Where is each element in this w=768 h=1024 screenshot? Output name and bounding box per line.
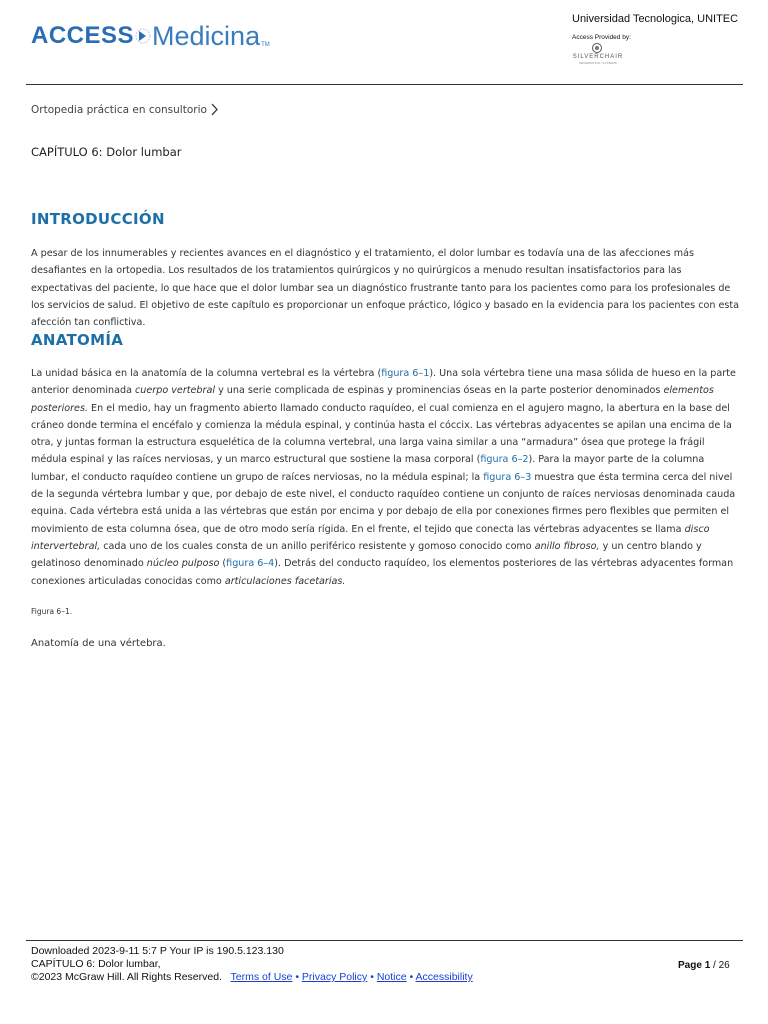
silverchair-logo xyxy=(570,42,626,66)
text-run: y un centro blando y gelatinoso denominado xyxy=(31,540,702,570)
silverchair-tagline: INFORMATION / SYSTEMS xyxy=(579,61,617,65)
breadcrumb-book-link[interactable]: Ortopedia práctica en consultorio xyxy=(31,103,207,116)
text-run: La unidad básica en la anatomía de la columna vertebral es la vértebra ( xyxy=(31,368,382,379)
section-heading-anatomia: ANATOMÍA xyxy=(31,331,124,349)
figure-6-3-link[interactable]: figura 6–3 xyxy=(483,471,532,483)
chapter-title: CAPÍTULO 6: Dolor lumbar xyxy=(31,145,182,159)
term-articulaciones-facetarias: articulaciones facetarias. xyxy=(224,575,346,587)
page-current: 1 xyxy=(704,960,711,971)
footer-separator: • xyxy=(370,971,374,983)
text-run: ). Una sola vértebra tiene una masa sólida de hueso en la parte anterior denominada xyxy=(31,368,736,397)
text-run: muestra que ésta termina cerca del nivel de la segunda vértebra lumbar y que, por debajo de este nivel, el conducto raquídeo contiene un conjunto de raíces nerviosas denominada cauda equina. Cada vértebra está unida a las vértebras que están por encima y por debajo de ella por conexiones firmes pero flexibles que permiten el movimiento de esta columna ósea, que de otro modo sería rígida. En el frente, el tejido que conecta las vértebras adyacentes se llama xyxy=(31,471,736,535)
accessibility-link[interactable]: Accessibility xyxy=(415,971,473,983)
text-run: ). Detrás del conducto raquídeo, los elementos posteriores de las vértebras adyacentes forman conexiones articuladas conocidas como xyxy=(31,558,734,587)
term-cuerpo-vertebral: cuerpo vertebral xyxy=(135,385,216,397)
logo-medicina-text: Medicina xyxy=(152,21,261,51)
text-run: y una serie complicada de espinas y prominencias óseas en la parte posterior denominados xyxy=(215,385,664,397)
figure-caption: Anatomía de una vértebra. xyxy=(31,638,166,649)
access-medicina-logo[interactable] xyxy=(31,14,270,50)
term-anillo-fibroso: anillo fibroso, xyxy=(534,540,600,552)
copyright-text: ©2023 McGraw Hill. All Rights Reserved. xyxy=(31,971,222,983)
term-elementos-posteriores: elementos posteriores. xyxy=(31,385,714,414)
figure-6-4-link[interactable]: figura 6–4 xyxy=(226,558,275,570)
text-run: En el medio, hay un fragmento abierto llamado conducto raquídeo, el cual comienza en el agujero magno, la abertura en la base del cráneo donde termina el encéfalo y comienza la médula espinal, y continúa hasta el cóccix. Las vértebras adyacentes se apilan una encima de la otra, y juntas forman la estructura esquelética de la columna vertebral, una larga vaina similar a una “armadura” ósea que protege la frágil médula espinal y las raíces nerviosas, y un marco estructural que sostiene la masa corporal ( xyxy=(31,402,732,466)
access-provided-label: Access Provided by: xyxy=(572,34,631,41)
privacy-policy-link[interactable]: Privacy Policy xyxy=(301,971,368,983)
section-heading-introduccion: INTRODUCCIÓN xyxy=(31,210,165,228)
logo-access-text: ACCESS xyxy=(31,22,135,49)
figure-6-1-link[interactable]: figura 6–1 xyxy=(381,368,430,379)
silverchair-wordmark: SILVERCHAIR xyxy=(572,54,624,60)
page-label: Page xyxy=(678,960,702,971)
footer-links-row xyxy=(31,971,473,984)
intro-paragraph: A pesar de los innumerables y recientes avances en el diagnóstico y el tratamiento, el dolor lumbar es todavía una de las afecciones más desafiantes en la ortopedia. Los resultados de los tratamientos quirúrgicos y no quirúrgicos a menudo resultan insatisfactorios para las expectativas del paciente, lo que hace que el dolor lumbar sea un diagnóstico frustrante tanto para los pacientes como para los profesionales de los servicios de salud. El objetivo de este capítulo es proporcionar un enfoque práctico, lógico y basado en la evidencia para los pacientes con esta afección tan conflictiva. xyxy=(31,248,740,329)
footer-divider xyxy=(26,940,743,941)
term-disco-intervertebral: disco intervertebral, xyxy=(31,523,710,552)
notice-link[interactable]: Notice xyxy=(376,971,407,983)
page-footer xyxy=(31,945,473,984)
footer-separator: • xyxy=(409,971,414,983)
header-divider xyxy=(26,84,743,85)
text-run: ). Para la mayor parte de la columna lumbar, el conducto raquídeo contiene un grupo de raíces nerviosas, no la médula espinal; la xyxy=(31,454,705,483)
chevron-right-icon xyxy=(210,103,219,116)
page-total: / 26 xyxy=(713,960,730,971)
page-header xyxy=(0,0,768,84)
text-run: ( xyxy=(219,558,227,570)
logo-arrow-icon xyxy=(135,22,151,50)
footer-separator: • xyxy=(295,971,299,983)
term-nucleo-pulposo: núcleo pulposo xyxy=(146,558,220,570)
breadcrumb[interactable] xyxy=(31,103,219,116)
text-run: cada uno de los cuales consta de un anillo periférico resistente y gomoso conocido como xyxy=(100,540,535,552)
download-info: Downloaded 2023-9-11 5:7 P Your IP is 190.5.123.130 xyxy=(31,945,284,957)
silverchair-emblem-icon xyxy=(570,42,626,54)
terms-of-use-link[interactable]: Terms of Use xyxy=(230,971,293,983)
figure-label: Figura 6–1. xyxy=(31,607,73,616)
page-indicator xyxy=(678,960,730,971)
logo-trademark: TM xyxy=(261,42,270,48)
figure-6-2-link[interactable]: figura 6–2 xyxy=(480,454,529,466)
institution-name: Universidad Tecnologica, UNITEC xyxy=(572,13,739,25)
footer-chapter: CAPÍTULO 6: Dolor lumbar, xyxy=(31,958,161,970)
anatomy-paragraph xyxy=(31,365,741,590)
